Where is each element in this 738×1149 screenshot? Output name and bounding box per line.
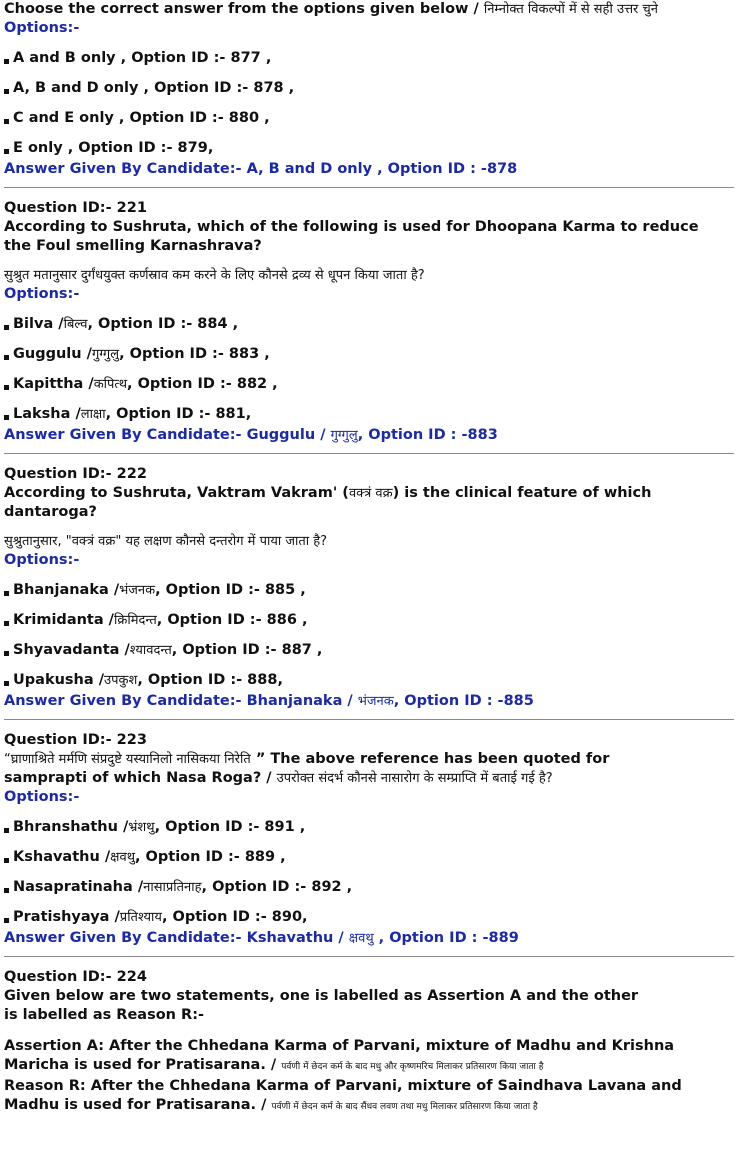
option-id: , Option ID :- 889 , [135, 849, 286, 865]
bullet-icon [4, 681, 9, 686]
question-text: dantaroga? [4, 504, 97, 520]
divider [4, 453, 734, 454]
reason-hi: पर्वणी में छेदन कर्म के बाद सैंधव लवण तथा मधु मिलाकर प्रतिसारण किया जाता है [271, 1102, 538, 1112]
option-hi: कपित्थ [93, 377, 128, 392]
answer-en: Answer Given By Candidate:- Kshavathu / [4, 930, 349, 946]
option-item [4, 671, 734, 690]
bullet-icon [4, 119, 9, 124]
question-hindi: सुश्रुत मतानुसार दुर्गंधयुक्त कर्णस्राव कम करने के लिए कौनसे द्रव्य से धूपन किया जाता है? [4, 268, 425, 283]
option-item [4, 611, 734, 630]
divider [4, 956, 734, 957]
bullet-icon [4, 888, 9, 893]
question-text: Given below are two statements, one is labelled as Assertion A and the other [4, 988, 639, 1004]
divider [4, 187, 734, 188]
answer-en: Answer Given By Candidate:- Bhanjanaka / [4, 693, 358, 709]
option-en: Upakusha / [13, 672, 104, 688]
option-id: , Option ID :- 881, [105, 406, 252, 422]
bullet-icon [4, 385, 9, 390]
option-id: , Option ID :- 888, [137, 672, 283, 688]
option-id: , Option ID :- 884 , [87, 316, 239, 332]
option-hi: क्रिमिदन्त [113, 613, 157, 628]
option-hi: क्षवथु [110, 850, 135, 865]
bullet-icon [4, 918, 9, 923]
divider [4, 719, 734, 720]
candidate-answer: Answer Given By Candidate:- A, B and D only , Option ID : -878 [4, 161, 518, 177]
question-text-en: According to Sushruta, Vaktram Vakram' ( [4, 485, 349, 501]
option-item [4, 315, 734, 334]
option-en: Bilva / [13, 316, 64, 332]
option-text: A, B and D only , Option ID :- 878 , [13, 80, 295, 96]
answer-en: Answer Given By Candidate:- Guggulu / [4, 427, 331, 443]
options-label: Options:- [4, 789, 80, 805]
option-item [4, 109, 734, 128]
candidate-answer [4, 929, 734, 948]
option-id: , Option ID :- 883 , [119, 346, 270, 362]
option-id: , Option ID :- 890, [161, 909, 308, 925]
answer-hi: क्षवथु [348, 931, 374, 946]
option-en: Shyavadanta / [13, 642, 130, 658]
instruction-line [4, 0, 734, 19]
bullet-icon [4, 621, 9, 626]
bullet-icon [4, 591, 9, 596]
bullet-icon [4, 355, 9, 360]
question-text [4, 750, 734, 769]
question-text-en: samprapti of which Nasa Roga? / [4, 770, 277, 786]
bullet-icon [4, 858, 9, 863]
option-item [4, 79, 734, 98]
options-label: Options:- [4, 286, 80, 302]
question-id: Question ID:- 224 [4, 969, 147, 985]
option-hi: श्यावदन्त [129, 643, 172, 658]
question-text: According to Sushruta, which of the following is used for Dhoopana Karma to reduce [4, 219, 699, 235]
question-hindi: सुश्रुतानुसार, "वक्त्रं वक्र" यह लक्षण कौनसे दन्तरोग में पाया जाता है? [4, 534, 328, 549]
instruction-text: Choose the correct answer from the options given below / [4, 1, 484, 17]
option-id: , Option ID :- 892 , [201, 879, 353, 895]
answer-id: , Option ID : -883 [357, 427, 498, 443]
candidate-answer [4, 692, 734, 711]
option-en: Bhranshathu / [13, 819, 129, 835]
reason-text [4, 1096, 734, 1117]
bullet-icon [4, 415, 9, 420]
question-text-hi: वक्त्रं वक्र [348, 486, 393, 501]
option-item [4, 818, 734, 837]
reason-text: Reason R: After the Chhedana Karma of Parvani, mixture of Saindhava Lavana and [4, 1078, 682, 1094]
option-id: , Option ID :- 886 , [156, 612, 308, 628]
answer-hi: गुग्गुलु [330, 428, 358, 443]
bullet-icon [4, 59, 9, 64]
option-item [4, 848, 734, 867]
question-text: is labelled as Reason R:- [4, 1007, 205, 1023]
option-hi: भंजनक [119, 583, 156, 598]
option-hi: गुग्गुलु [91, 347, 120, 362]
question-text-en: ) is the clinical feature of which [392, 485, 652, 501]
bullet-icon [4, 828, 9, 833]
bullet-icon [4, 149, 9, 154]
bullet-icon [4, 651, 9, 656]
candidate-answer [4, 426, 734, 445]
option-hi: बिल्व [63, 317, 88, 332]
option-hi: भ्रंशथु [128, 820, 155, 835]
option-hi: उपकुश [104, 673, 138, 688]
question-text-hi: “घ्राणाश्रिते मर्मणि संप्रदुष्टे यस्यानिलो नासिकया निरेति [4, 752, 251, 767]
options-label: Options:- [4, 552, 80, 568]
option-id: , Option ID :- 887 , [171, 642, 323, 658]
assertion-en: Maricha is used for Pratisarana. / [4, 1057, 282, 1073]
bullet-icon [4, 325, 9, 330]
option-hi: प्रतिश्याय [119, 910, 162, 925]
assertion-text: Assertion A: After the Chhedana Karma of Parvani, mixture of Madhu and Krishna [4, 1038, 675, 1054]
answer-id: , Option ID : -889 [373, 930, 519, 946]
option-item [4, 908, 734, 927]
option-id: , Option ID :- 882 , [127, 376, 278, 392]
option-item [4, 375, 734, 394]
options-label: Options:- [4, 20, 80, 36]
question-text [4, 484, 734, 503]
question-text-en: ” The above reference has been quoted for [250, 751, 610, 767]
option-en: Nasapratinaha / [13, 879, 144, 895]
bullet-icon [4, 89, 9, 94]
answer-hi: भंजनक [357, 694, 394, 709]
option-hi: नासाप्रतिनाह [143, 880, 202, 895]
option-text: C and E only , Option ID :- 880 , [13, 110, 270, 126]
question-text-hi: उपरोक्त संदर्भ कौनसे नासारोग के सम्प्राप्ति में बताई गई है? [276, 771, 553, 786]
option-en: Kshavathu / [13, 849, 111, 865]
option-item [4, 405, 734, 424]
option-en: Krimidanta / [13, 612, 114, 628]
option-en: Guggulu / [13, 346, 92, 362]
question-text [4, 769, 734, 788]
option-item [4, 345, 734, 364]
option-item [4, 49, 734, 68]
option-id: , Option ID :- 885 , [155, 582, 306, 598]
question-id: Question ID:- 222 [4, 466, 147, 482]
question-text: the Foul smelling Karnashrava? [4, 238, 262, 254]
reason-en: Madhu is used for Pratisarana. / [4, 1097, 272, 1113]
question-id: Question ID:- 221 [4, 200, 147, 216]
question-id: Question ID:- 223 [4, 732, 147, 748]
option-en: Pratishyaya / [13, 909, 120, 925]
option-item [4, 878, 734, 897]
instruction-hindi: निम्नोक्त विकल्पों में से सही उत्तर चुने [483, 2, 658, 17]
option-en: Bhanjanaka / [13, 582, 120, 598]
assertion-hi: पर्वणी में छेदन कर्म के बाद मधु और कृष्णमरिच मिलाकर प्रतिसारण किया जाता है [281, 1062, 544, 1072]
option-text: E only , Option ID :- 879, [13, 140, 214, 156]
option-en: Kapittha / [13, 376, 94, 392]
option-hi: लाक्षा [80, 407, 106, 422]
option-id: , Option ID :- 891 , [154, 819, 306, 835]
option-item [4, 139, 734, 158]
option-item [4, 641, 734, 660]
answer-id: , Option ID : -885 [393, 693, 534, 709]
option-en: Laksha / [13, 406, 81, 422]
assertion-text [4, 1056, 734, 1077]
option-item [4, 581, 734, 600]
option-text: A and B only , Option ID :- 877 , [13, 50, 272, 66]
